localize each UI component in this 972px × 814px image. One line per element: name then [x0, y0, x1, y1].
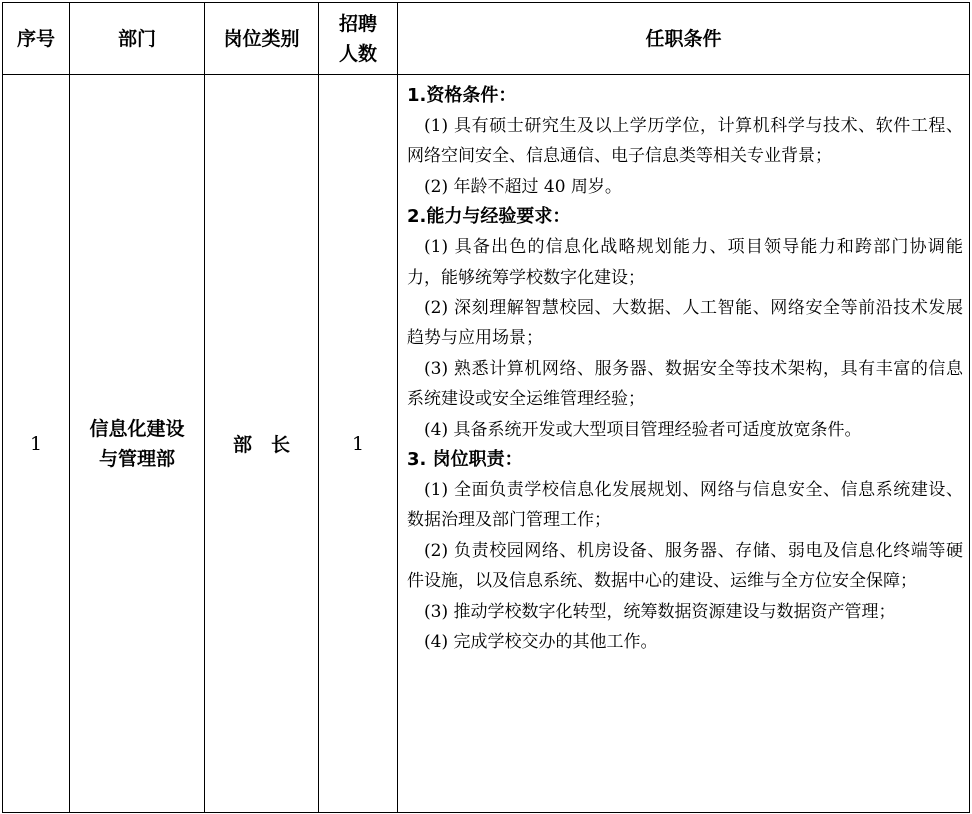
header-department: 部门 — [70, 3, 205, 75]
ability-item: (4) 具备系统开发或大型项目管理经验者可适度放宽条件。 — [424, 419, 862, 440]
row-department — [70, 75, 205, 813]
duties-item: (3) 推动学校数字化转型，统筹数据资源建设与数据资产管理； — [424, 601, 896, 622]
row-index: 1 — [3, 75, 70, 813]
qualification-heading: 1.资格条件： — [407, 85, 517, 106]
header-index: 序号 — [3, 3, 70, 75]
qualification-item: (1) 具有硕士研究生及以上学历学位，计算机科学与技术、软件工程、网络空间安全、信息通信、电子信息类等相关专业背景； — [407, 116, 963, 167]
row-department-line1: 信息化建设 — [89, 417, 185, 440]
row-recruit-count: 1 — [319, 75, 398, 813]
duties-item: (2) 负责校园网络、机房设备、服务器、存储、弱电及信息化终端等硬件设施，以及信息系统、数据中心的建设、运维与全方位安全保障； — [407, 540, 963, 592]
ability-item: (2) 深刻理解智慧校园、大数据、人工智能、网络安全等前沿技术发展趋势与应用场景； — [407, 298, 963, 349]
header-post-type: 岗位类别 — [205, 3, 319, 75]
duties-item: (1) 全面负责学校信息化发展规划、网络与信息安全、信息系统建设、数据治理及部门管理工作； — [407, 480, 963, 531]
ability-item: (3) 熟悉计算机网络、服务器、数据安全等技术架构，具有丰富的信息系统建设或安全运维管理经验； — [407, 358, 963, 410]
row-requirements — [398, 75, 970, 813]
header-recruit-count-line2: 人数 — [338, 42, 377, 65]
ability-item: (1) 具备出色的信息化战略规划能力、项目领导能力和跨部门协调能力，能够统筹学校数字化建设； — [407, 237, 963, 288]
ability-heading: 2.能力与经验要求： — [407, 206, 571, 228]
row-post-type: 部 长 — [205, 75, 319, 813]
header-requirements: 任职条件 — [398, 3, 970, 75]
duties-heading: 3. 岗位职责： — [407, 449, 523, 471]
recruitment-table — [2, 2, 970, 813]
table-header-row — [3, 3, 970, 75]
header-recruit-count-line1: 招聘 — [338, 12, 377, 35]
row-department-line2: 与管理部 — [98, 447, 175, 470]
qualification-item: (2) 年龄不超过 40 周岁。 — [424, 176, 622, 197]
header-recruit-count — [319, 3, 398, 75]
duties-item: (4) 完成学校交办的其他工作。 — [424, 632, 658, 653]
table-row — [3, 75, 970, 813]
